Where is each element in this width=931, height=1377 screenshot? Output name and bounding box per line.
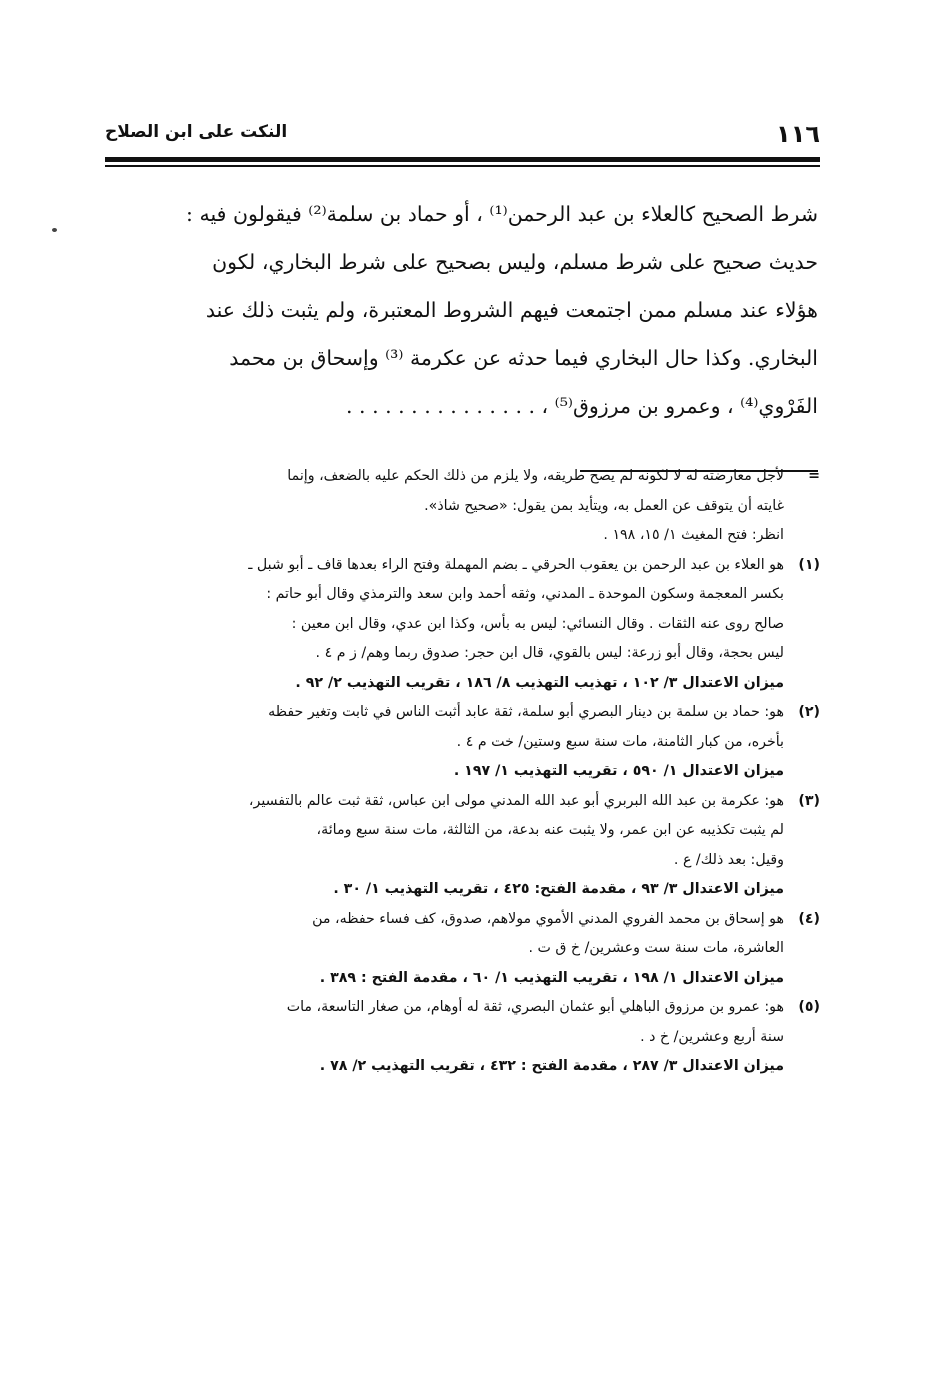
page-header — [105, 120, 820, 154]
header-rule-thin — [105, 165, 820, 167]
footnote-line: غايته أن يتوقف عن العمل به، ويتأيد بمن يقول: «صحيح شاذ». — [424, 497, 784, 514]
footnote-line: هو إسحاق بن محمد الفروي المدني الأموي مولاهم، صدوق، كف فساء حفظه، من — [312, 910, 784, 927]
footnote-line: العاشرة، مات سنة ست وعشرين/ خ ق ت . — [528, 940, 784, 956]
footnote-line: هو: عمرو بن مرزوق الباهلي أبو عثمان البصري، ثقة له أوهام، من صغار التاسعة، مات — [286, 999, 784, 1015]
footnote-marker: (٤) — [798, 910, 820, 927]
main-text — [108, 190, 818, 430]
footnote-line: بأخره، من كبار الثامنة، مات سنة سبع وستين/ خت م ٤ . — [456, 733, 784, 750]
main-text-line: الفَرْوي⁽⁴⁾ ، وعمرو بن مرزوق⁽⁵⁾ ، . . . . . . . . . . . . . . . — [346, 394, 818, 418]
footnote-line: هو العلاء بن عبد الرحمن بن يعقوب الحرقي ـ بضم المهملة وفتح الراء بعدها قاف ـ أبو شبل ـ — [248, 556, 784, 573]
footnote-continuation — [105, 462, 820, 551]
header-rule-thick — [105, 157, 820, 162]
footnote-line: هو: عكرمة بن عبد الله البربري أبو عبد الله المدني مولى ابن عباس، ثقة ثبت عالم بالتفسير، — [248, 792, 784, 809]
footnote-2 — [105, 698, 820, 787]
running-title: النكت على ابن الصلاح — [105, 122, 288, 142]
footnote-line: ليس بحجة، وقال أبو زرعة: ليس بالقوي، قال ابن حجر: صدوق ربما وهم/ ز م ٤ . — [315, 645, 784, 661]
footnote-source: ميزان الاعتدال ١/ ١٩٨ ، تقريب التهذيب ١/ ٦٠ ، مقدمة الفتح : ٣٨٩ . — [319, 969, 784, 986]
main-text-line: البخاري. وكذا حال البخاري فيما حدثه عن عكرمة ⁽³⁾ وإسحاق بن محمد — [229, 346, 818, 370]
footnote-source: ميزان الاعتدال ١/ ٥٩٠ ، تقريب التهذيب ١/ ١٩٧ . — [453, 763, 784, 779]
footnote-line: بكسر المعجمة وسكون الموحدة ـ المدني، وثقه أحمد وابن سعد والترمذي وقال أبو حاتم : — [266, 586, 784, 602]
footnote-marker: (١) — [798, 556, 820, 573]
footnote-4 — [105, 905, 820, 994]
footnote-source: ميزان الاعتدال ٣/ ٩٣ ، مقدمة الفتح: ٤٢٥ ، تقريب التهذيب ١/ ٣٠ . — [333, 881, 784, 897]
main-text-line: هؤلاء عند مسلم ممن اجتمعت فيهم الشروط المعتبرة، ولم يثبت ذلك عند — [205, 298, 818, 322]
main-text-line: شرط الصحيح كالعلاء بن عبد الرحمن⁽¹⁾ ، أو حماد بن سلمة⁽²⁾ فيقولون فيه : — [186, 202, 818, 226]
page-number: ١١٦ — [776, 120, 820, 148]
footnote-line: لأجل معارضته له لا لكونه لم يصح طريقه، ولا يلزم من ذلك الحكم عليه بالضعف، وإنما — [287, 468, 784, 484]
footnote-line: لم يثبت تكذيبه عن ابن عمر، ولا يثبت عنه بدعة، من الثالثة، مات سنة سبع ومائة، — [316, 822, 784, 838]
footnote-line: وقيل: بعد ذلك/ ع . — [673, 851, 784, 868]
footnote-3 — [105, 787, 820, 905]
footnote-line: انظر: فتح المغيث ١/ ١٥، ١٩٨ . — [603, 527, 784, 543]
footnotes — [105, 462, 820, 1082]
footnote-source: ميزان الاعتدال ٣/ ١٠٢ ، تهذيب التهذيب ٨/ ١٨٦ ، تقريب التهذيب ٢/ ٩٢ . — [295, 674, 784, 691]
footnote-marker: = — [808, 468, 820, 484]
footnote-5 — [105, 993, 820, 1082]
footnote-line: سنة أربع وعشرين/ خ د . — [640, 1028, 784, 1045]
footnote-1 — [105, 551, 820, 699]
footnote-marker: (٣) — [798, 792, 820, 809]
main-text-line: حديث صحيح على شرط مسلم، وليس بصحيح على شرط البخاري، لكون — [212, 250, 818, 274]
footnote-line: صالح روى عنه الثقات . وقال النسائي: ليس به بأس، وكذا ابن عدي، وقال ابن معين : — [291, 615, 784, 632]
footnote-marker: (٢) — [798, 704, 820, 720]
margin-mark — [52, 228, 57, 232]
footnote-line: هو: حماد بن سلمة بن دينار البصري أبو سلمة، ثقة عابد أثبت الناس في ثابت وتغير حفظه — [268, 704, 784, 720]
footnote-marker: (٥) — [798, 999, 820, 1015]
footnote-source: ميزان الاعتدال ٣/ ٢٨٧ ، مقدمة الفتح : ٤٣٢ ، تقريب التهذيب ٢/ ٧٨ . — [319, 1058, 784, 1074]
